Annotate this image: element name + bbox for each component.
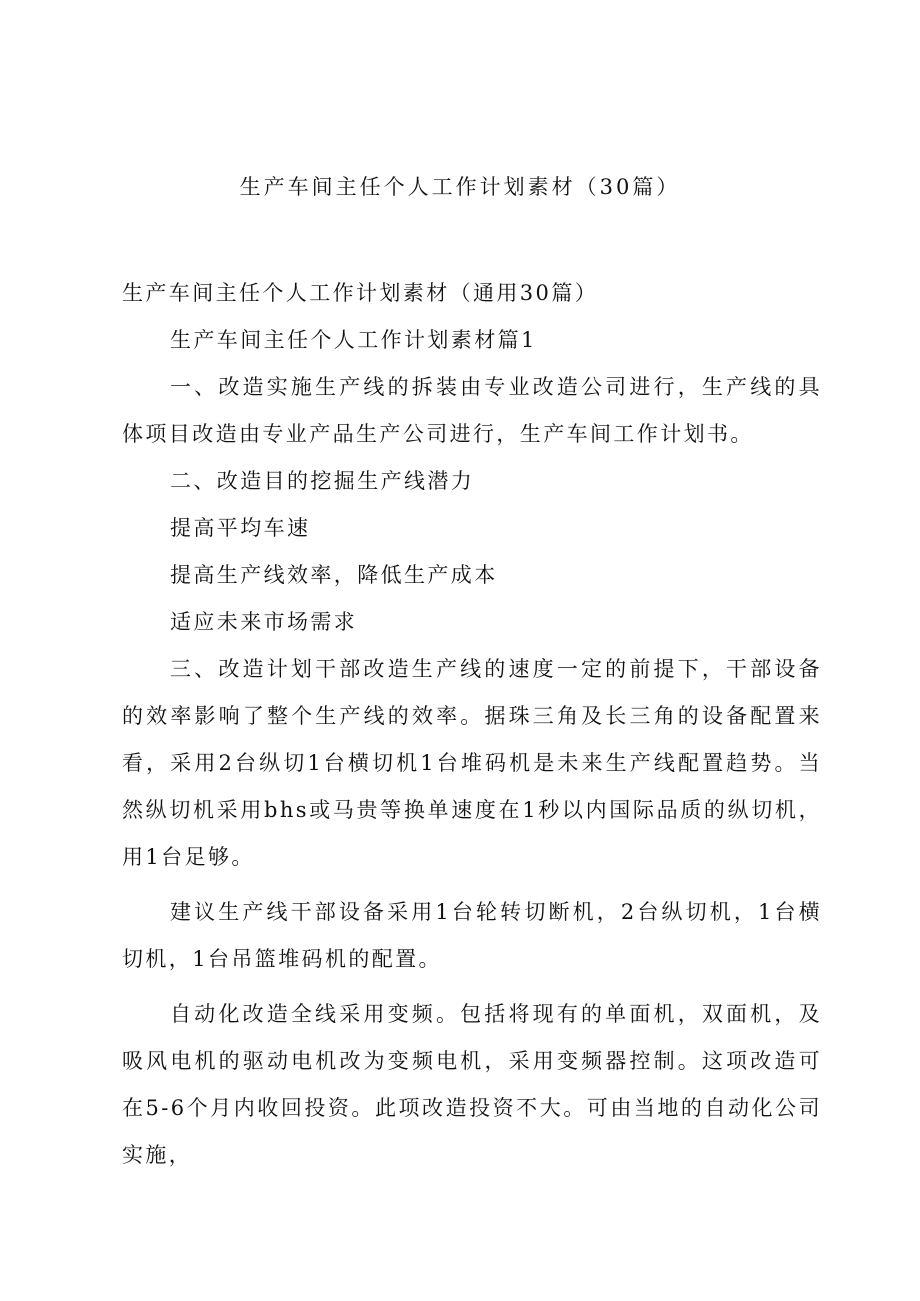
document-title: 生产车间主任个人工作计划素材（30篇） bbox=[239, 175, 681, 199]
paragraph-3: 提高平均车速 bbox=[170, 516, 311, 540]
paragraph-5: 适应未来市场需求 bbox=[170, 610, 358, 634]
paragraph-6: 三、改造计划干部改造生产线的速度一定的前提下，干部设备的效率影响了整个生产线的效率。据珠三角及长三角的设备配置来看，采用2台纵切1台横切机1台堆码机是未来生产线配置趋势。当然纵切机采用bhs或马贵等换单速度在1秒以内国际品质的纵切机，用1台足够。 bbox=[122, 657, 822, 869]
paragraph-2: 二、改造目的挖掘生产线潜力 bbox=[170, 469, 475, 493]
paragraph-8: 自动化改造全线采用变频。包括将现有的单面机，双面机，及吸风电机的驱动电机改为变频电机，采用变频器控制。这项改造可在5-6个月内收回投资。此项改造投资不大。可由当地的自动化公司实施， bbox=[122, 1002, 822, 1167]
document-subtitle: 生产车间主任个人工作计划素材（通用30篇） bbox=[122, 281, 599, 305]
document-body bbox=[122, 270, 822, 1179]
paragraph-4: 提高生产线效率，降低生产成本 bbox=[170, 563, 498, 587]
paragraph-1: 一、改造实施生产线的拆装由专业改造公司进行，生产线的具体项目改造由专业产品生产公司进行，生产车间工作计划书。 bbox=[122, 375, 822, 446]
section-heading: 生产车间主任个人工作计划素材篇1 bbox=[170, 328, 537, 352]
paragraph-7: 建议生产线干部设备采用1台轮转切断机，2台纵切机，1台横切机，1台吊篮堆码机的配置。 bbox=[122, 900, 822, 971]
